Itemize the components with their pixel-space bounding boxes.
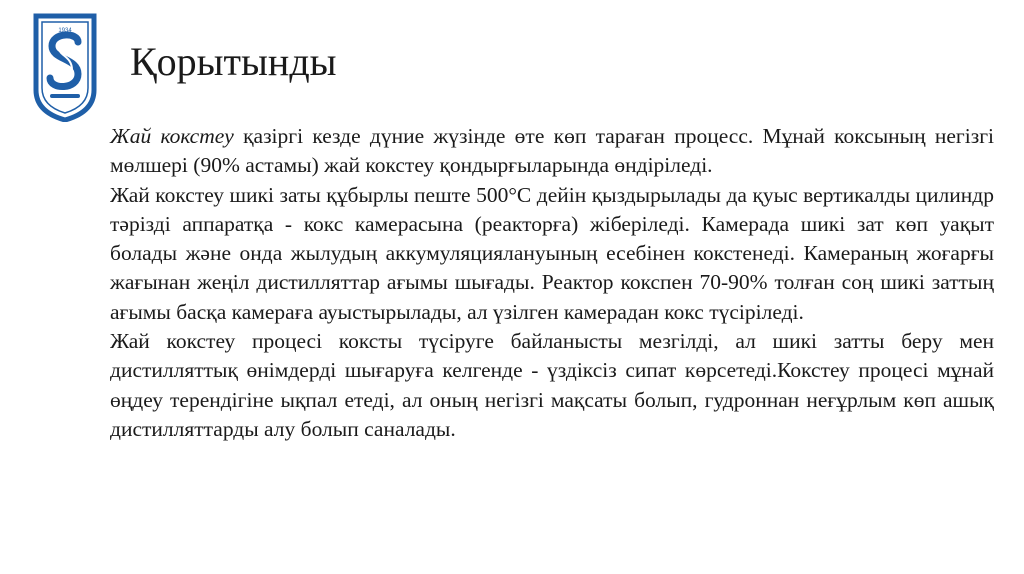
- university-shield-logo-icon: [32, 12, 98, 122]
- logo-year: 1934: [58, 28, 72, 34]
- paragraph-1-text: қазіргі кезде дүние жүзінде өте көп тараған процесс. Мұнай коксының негізгі мөлшері (90% астамы) жай кокстеу қондырғыларында өндіріледі.: [110, 124, 994, 178]
- paragraph-1-lead: Жай кокстеу: [110, 124, 234, 148]
- paragraph-3: Жай кокстеу процесі коксты түсіруге байланысты мезгілді, ал шикі затты беру мен дистилляттық өнімдерді шығаруға келгенде - үздіксіз сипат көрсетеді.Кокстеу процесі мұнай өңдеу терендігіне ықпал етеді, ал оның негізгі мақсаты болып, гудроннан неғұрлым көп ашық дистилляттарды алу болып саналады.: [110, 329, 994, 441]
- paragraph-2: Жай кокстеу шикі заты құбырлы пеште 500°С дейін қыздырылады да қуыс вертикалды цилиндр тәрізді аппаратқа - кокс камерасына (реакторға) жіберіледі. Камерада шикі зат көп уақыт болады және онда жылудың аккумуляциялануының есебінен кокстенеді. Камераның жоғарғы жағынан жеңіл дистилляттар ағымы шығады. Реактор кокспен 70-90% толған соң шикі заттың ағымы басқа камераға ауыстырылады, ал үзілген камерадан кокс түсіріледі.: [110, 182, 994, 324]
- paragraph-1: [110, 122, 994, 181]
- university-logo: [32, 12, 98, 122]
- slide-title: Қорытынды: [130, 39, 337, 84]
- slide-body: [110, 122, 994, 444]
